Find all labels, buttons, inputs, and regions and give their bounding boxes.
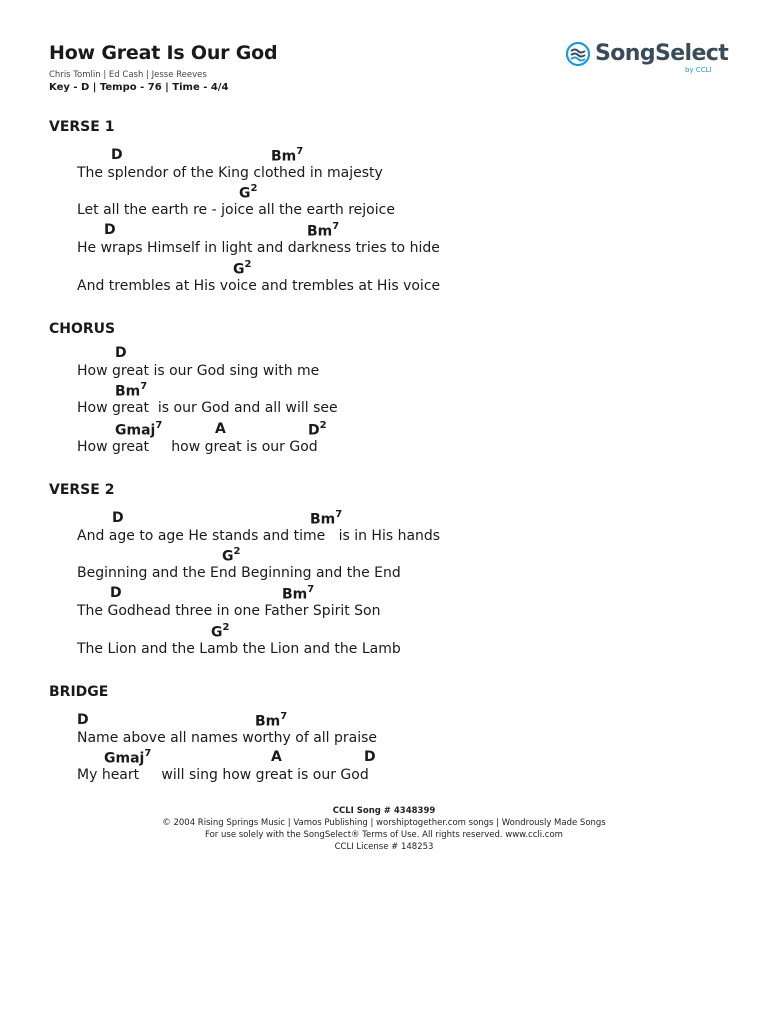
chord-extension: 7	[280, 711, 288, 722]
songselect-logo-icon	[566, 42, 590, 66]
chord-extension: 7	[144, 748, 152, 759]
lyric-text: The splendor of the King clothed in majesty	[77, 165, 383, 181]
lyric-line	[77, 147, 637, 185]
lyric-text: And age to age He stands and time is in His hands	[77, 528, 441, 544]
lyric-line	[77, 421, 637, 459]
songselect-logo-name: SongSelect	[595, 41, 729, 66]
chord-label: A	[215, 421, 226, 437]
chord-label: Bm$^7$	[310, 509, 343, 528]
chord-label: D	[104, 222, 116, 238]
chord-extension: 2	[222, 622, 230, 633]
lyric-text: How great is our God and all will see	[77, 400, 338, 416]
chord-label: D	[364, 749, 376, 765]
lyric-text: My heart will sing how great is our God	[77, 767, 369, 783]
chord-extension: 2	[233, 546, 241, 557]
chord-extension: 7	[155, 420, 163, 431]
section-heading: BRIDGE	[49, 684, 109, 700]
lyric-line	[77, 184, 637, 222]
chord-label: $G^2$	[233, 259, 252, 278]
ccli-license: CCLI License # 148253	[334, 842, 434, 852]
lyric-line	[77, 510, 637, 548]
lyric-text: And trembles at His voice and trembles at His voice	[77, 278, 441, 294]
chord-label: Bm$^7$	[307, 221, 340, 240]
lyric-line	[77, 712, 637, 750]
lyric-text: Beginning and the End Beginning and the End	[77, 565, 401, 581]
chord-label: D	[110, 585, 122, 601]
chord-extension: 2	[250, 183, 258, 194]
lyric-line	[77, 260, 637, 298]
lyric-text: How great how great is our God	[77, 439, 318, 455]
lyric-text: Name above all names worthy of all praise	[77, 730, 378, 746]
chord-extension: 7	[307, 584, 315, 595]
song-writers: Chris Tomlin | Ed Cash | Jesse Reeves	[49, 70, 207, 80]
copyright-notice: © 2004 Rising Springs Music | Vamos Publishing | worshiptogether.com songs | Wondrously Made Songs	[162, 818, 606, 828]
chord-extension: 7	[140, 381, 148, 392]
chord-extension: 7	[332, 221, 340, 232]
lyric-line	[77, 547, 637, 585]
section-heading: VERSE 2	[49, 482, 115, 498]
chord-label: Gmaj$^7$	[104, 748, 152, 767]
songselect-logo	[566, 40, 729, 76]
terms-of-use: For use solely with the SongSelect® Terms of Use. All rights reserved. www.ccli.com	[205, 830, 563, 840]
songselect-logo-sub: by CCLI	[685, 66, 712, 74]
chord-label: Bm$^7$	[115, 381, 148, 400]
chord-label: D	[115, 345, 127, 361]
chord-label: $G^2$	[211, 622, 230, 641]
chord-label: D	[112, 510, 124, 526]
chord-label: $D^2$	[308, 420, 327, 439]
chord-extension: 7	[296, 146, 304, 157]
lyric-line	[77, 623, 637, 661]
chord-label: $G^2$	[239, 183, 258, 202]
chord-label: Bm$^7$	[255, 711, 288, 730]
lyric-line	[77, 222, 637, 260]
song-title: How Great Is Our God	[49, 42, 278, 64]
chord-label: D	[77, 712, 89, 728]
chord-label: D	[111, 147, 123, 163]
lyric-text: The Godhead three in one Father Spirit Son	[77, 603, 381, 619]
chord-extension: 2	[244, 259, 252, 270]
chord-label: $G^2$	[222, 546, 241, 565]
chord-label: A	[271, 749, 282, 765]
chord-label: Bm$^7$	[282, 584, 315, 603]
lyric-line	[77, 585, 637, 623]
chord-label: Gmaj$^7$	[115, 420, 163, 439]
ccli-song-number: CCLI Song # 4348399	[332, 806, 436, 816]
chord-extension: 2	[319, 420, 327, 431]
chord-extension: 7	[335, 509, 343, 520]
lyric-line	[77, 345, 637, 383]
lyric-text: He wraps Himself in light and darkness tries to hide	[77, 240, 440, 256]
song-key-tempo-time: Key - D | Tempo - 76 | Time - 4/4	[49, 82, 229, 93]
section-heading: CHORUS	[49, 321, 116, 337]
lyric-text: Let all the earth re - joice all the earth rejoice	[77, 202, 395, 218]
lyric-text: How great is our God sing with me	[77, 363, 320, 379]
lyric-line	[77, 749, 637, 787]
chord-label: Bm$^7$	[271, 146, 304, 165]
lyric-text: The Lion and the Lamb the Lion and the Lamb	[77, 641, 401, 657]
section-heading: VERSE 1	[49, 119, 115, 135]
lyric-line	[77, 382, 637, 420]
